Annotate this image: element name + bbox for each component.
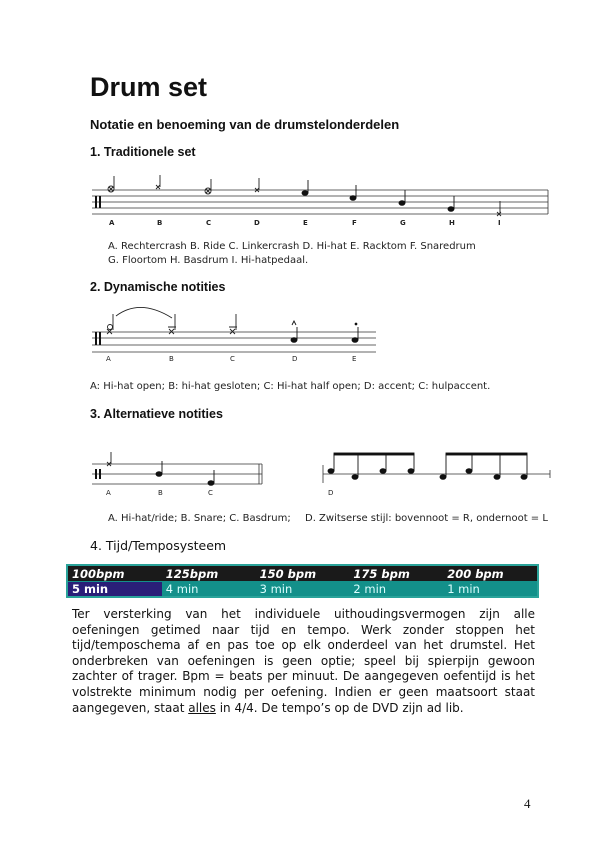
note-beam [334, 453, 414, 455]
note-c-bassdrum [208, 470, 214, 485]
swiss-note [380, 469, 386, 474]
paragraph-emphasis: alles [188, 700, 216, 715]
label-i: I [498, 219, 501, 227]
tempo-duration-cell: 3 min [259, 581, 293, 596]
caption-traditional-line1: A. Rechtercrash B. Ride C. Linkercrash D. Hi-hat E. Racktom F. Snaredrum [108, 241, 476, 252]
tempo-duration-cell: 2 min [353, 581, 387, 596]
note-beam [446, 453, 527, 455]
tempo-header-row [68, 566, 537, 581]
tempo-header-cell: 100bpm [72, 566, 125, 581]
note-a-hihat-open [107, 314, 113, 334]
staff-traditional-set [0, 170, 605, 230]
label-c: C [206, 219, 212, 227]
tempo-header-cell: 150 bpm [259, 566, 317, 581]
label-b: B [169, 355, 174, 363]
note-c-hihat-half-open [229, 314, 237, 334]
label-d: D [292, 355, 298, 363]
label-d: D [328, 489, 334, 497]
section-2-heading: 2. Dynamische notities [90, 280, 226, 294]
label-g: G [400, 219, 406, 227]
tempo-table [66, 564, 539, 598]
caption-dynamic: A: Hi-hat open; B: hi-hat gesloten; C: Hi-hat half open; D: accent; C: hulpaccent. [90, 381, 491, 392]
note-b-ride [156, 175, 160, 189]
body-paragraph [72, 607, 535, 716]
note-h-bassdrum [448, 196, 454, 211]
paragraph-text: Ter versterking van het individuele uithoudingsvermogen zijn alle oefeningen getimed naar tijd en tempo. Werk zonder stoppen het tijd/temposchema af en pas toe op elk onderdeel van het drumstel. Het onderbreken van oefeningen is geen optie; speel bij spierpijn gewoon zachter of trager. Bpm = beats per minuut. De aangegeven oefentijd is het volstrekte minimum nodig per oefening. Indien er geen maatsoort staat aangegeven, staat [72, 607, 535, 715]
swiss-note [408, 469, 414, 474]
staff-dynamic-notation [0, 300, 605, 365]
section-4-heading: 4. Tijd/Temposysteem [90, 538, 227, 553]
tempo-duration-cell-selected: 5 min [68, 582, 162, 596]
label-a: A [106, 355, 111, 363]
label-h: H [449, 219, 455, 227]
tempo-header-cell: 200 bpm [447, 566, 504, 581]
note-b-snare [156, 461, 162, 476]
swiss-style-eighth-notes [328, 453, 527, 479]
section-1-heading: 1. Traditionele set [90, 145, 196, 159]
tempo-duration-cell: 4 min [165, 581, 199, 596]
caption-alternative-left: A. Hi-hat/ride; B. Snare; C. Basdrum; [108, 513, 291, 524]
label-c: C [230, 355, 235, 363]
tempo-duration-cell: 1 min [447, 581, 480, 596]
label-f: F [352, 219, 357, 227]
subtitle: Notatie en benoeming van de drumstelonderdelen [90, 117, 400, 132]
note-g-floortom [399, 190, 405, 205]
swiss-note [352, 475, 358, 480]
caption-traditional-line2: G. Floortom H. Basdrum I. Hi-hatpedaal. [108, 255, 309, 266]
label-a: A [106, 489, 111, 497]
note-c-crash [205, 179, 211, 194]
label-b: B [157, 219, 163, 227]
note-e-ghost-accent [352, 323, 358, 342]
page-number: 4 [524, 796, 531, 811]
tempo-header-cell: 125bpm [165, 566, 219, 581]
tempo-header-cell: 175 bpm [353, 566, 410, 581]
note-e-racktom [302, 180, 308, 195]
label-a: A [109, 219, 115, 227]
label-e: E [303, 219, 308, 227]
percussion-clef-icon [95, 332, 101, 345]
swiss-note [494, 475, 500, 480]
section-3-heading: 3. Alternatieve notities [90, 407, 223, 421]
note-f-snare [350, 185, 356, 200]
page-title: Drum set [90, 72, 208, 102]
note-b-hihat-closed [168, 314, 176, 334]
paragraph-text-end: in 4/4. De tempo’s op de DVD zijn ad lib. [215, 700, 464, 715]
tempo-duration-row [68, 581, 537, 596]
label-b: B [158, 489, 163, 497]
label-c: C [208, 489, 213, 497]
swiss-note [521, 475, 527, 480]
swiss-note [466, 469, 472, 474]
staff-alternative-notation [0, 445, 605, 500]
caption-alternative-right: D. Zwitserse stijl: bovennoot = R, ondernoot = L [305, 513, 548, 524]
swiss-note [440, 475, 446, 480]
label-e: E [352, 355, 357, 363]
tie-arc [116, 307, 172, 318]
label-d: D [254, 219, 260, 227]
swiss-note [328, 469, 334, 474]
